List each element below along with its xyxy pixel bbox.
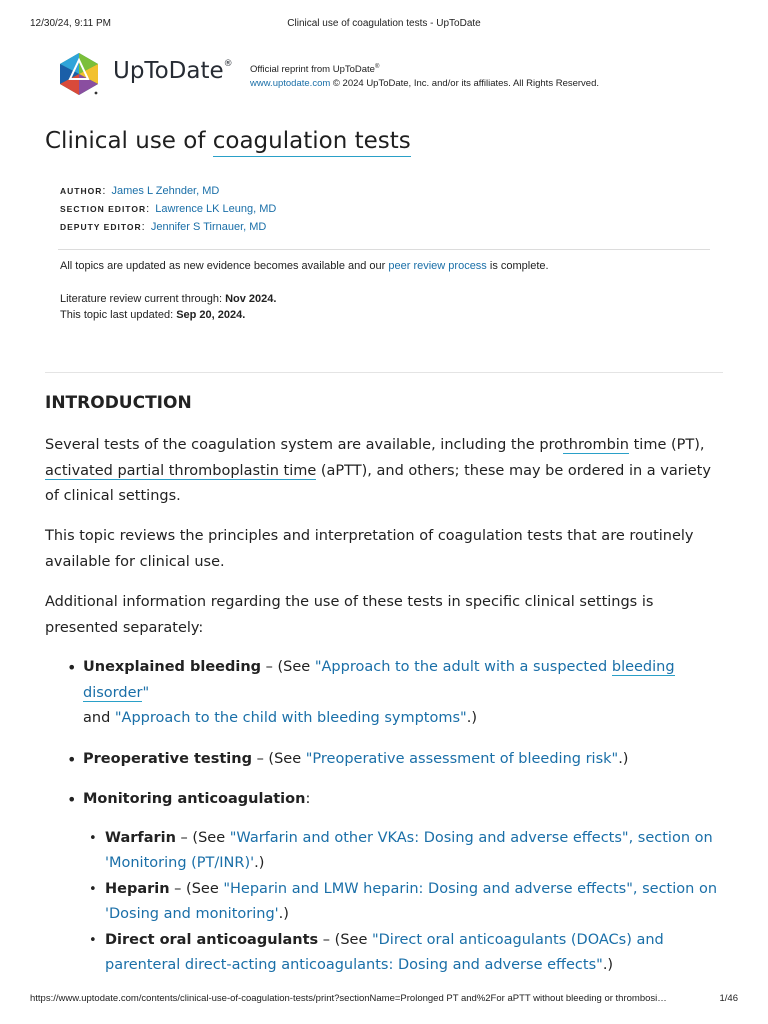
reprint-notice: Official reprint from UpToDate® www.uptodate.com © 2024 UpToDate, Inc. and/or its affiliates. All Rights Reserved. bbox=[250, 64, 600, 90]
intro-paragraph-3: Additional information regarding the use of these tests in specific clinical settings is presented separately: bbox=[45, 594, 654, 636]
divider bbox=[45, 372, 723, 373]
intro-paragraph-2: This topic reviews the principles and interpretation of coagulation tests that are routinely available for clinical use. bbox=[45, 528, 694, 570]
brand-bar bbox=[58, 52, 658, 96]
heparin-dosing-link[interactable]: "Heparin and LMW heparin: Dosing and adverse effects", section on 'Dosing and monitoring' bbox=[105, 880, 718, 922]
thrombin-link[interactable]: thrombin bbox=[563, 437, 629, 453]
uptodate-site-link[interactable]: www.uptodate.com bbox=[250, 78, 331, 90]
deputy-editor-role-label: DEPUTY EDITOR bbox=[60, 222, 142, 232]
preoperative-bleeding-risk-link[interactable]: "Preoperative assessment of bleeding risk" bbox=[305, 750, 619, 767]
print-datetime: 12/30/24, 9:11 PM bbox=[30, 18, 111, 29]
page-title: Clinical use of coagulation tests bbox=[45, 128, 411, 154]
print-url: https://www.uptodate.com/contents/clinical-use-of-coagulation-tests/print?sectionName=Prolonged PT and%2For aPTT without bleeding or thrombosi… bbox=[30, 993, 667, 1004]
divider bbox=[58, 249, 710, 250]
list-item: • Unexplained bleeding – (See "Approach to the adult with a suspected bleeding disorder" and "Approach to the child with bleeding symptoms".) bbox=[67, 655, 727, 732]
adult-bleeding-disorder-link[interactable]: "Approach to the adult with a suspected bleeding disorder" bbox=[83, 659, 675, 701]
clinical-settings-list bbox=[67, 655, 727, 994]
page-number: 1/46 bbox=[719, 993, 738, 1004]
intro-paragraph-1: Several tests of the coagulation system are available, including the prothrombin time (PT), activated partial thromboplastin time (aPTT), and others; these may be ordered in a variety of clinical settings. bbox=[45, 437, 711, 504]
section-editor-name-link[interactable]: Lawrence LK Leung, MD bbox=[155, 203, 277, 215]
logo-wordmark: UpToDate® bbox=[113, 58, 233, 84]
list-item: • Monitoring anticoagulation: • Warfarin – (See "Warfarin and other VKAs: Dosing and adverse effects", section on 'Monitoring (PT/INR)'.) • Heparin – (See "Heparin and LMW heparin: Dosing and adverse effects", section on 'Dosing and monitoring'.) • Direct oral anticoagulants – (See "Direct oral anticoagulants (DOACs) and parenteral direct-acting anticoagulants: Dosing and adverse effects".) bbox=[67, 787, 727, 979]
list-item: • Direct oral anticoagulants – (See "Direct oral anticoagulants (DOACs) and parenteral direct-acting anticoagulants: Dosing and adverse effects".) bbox=[89, 928, 727, 979]
update-notice: All topics are updated as new evidence becomes available and our peer review process is complete. bbox=[60, 260, 549, 272]
section-editor-role-label: SECTION EDITOR bbox=[60, 204, 147, 214]
warfarin-monitoring-link[interactable]: "Warfarin and other VKAs: Dosing and adverse effects", section on 'Monitoring (PT/INR)' bbox=[105, 829, 713, 871]
author-role-label: AUTHOR bbox=[60, 186, 103, 196]
peer-review-link[interactable]: peer review process bbox=[388, 260, 487, 272]
deputy-editor-name-link[interactable]: Jennifer S Tirnauer, MD bbox=[150, 221, 267, 233]
title-link[interactable]: coagulation tests bbox=[213, 128, 411, 157]
list-item: • Heparin – (See "Heparin and LMW heparin: Dosing and adverse effects", section on 'Dosing and monitoring'.) bbox=[89, 877, 727, 928]
author-credits: AUTHOR: James L Zehnder, MD SECTION EDITOR: Lawrence LK Leung, MD DEPUTY EDITOR: Jennifer S Tirnauer, MD bbox=[60, 185, 277, 233]
list-item: • Warfarin – (See "Warfarin and other VKAs: Dosing and adverse effects", section on 'Monitoring (PT/INR)'.) bbox=[89, 826, 727, 877]
list-item: • Preoperative testing – (See "Preoperative assessment of bleeding risk".) bbox=[67, 747, 727, 773]
print-doc-title: Clinical use of coagulation tests - UpToDate bbox=[287, 18, 481, 29]
uptodate-logo-icon bbox=[58, 52, 100, 96]
anticoagulation-sublist bbox=[89, 826, 727, 979]
aptt-link[interactable]: activated partial thromboplastin time bbox=[45, 462, 317, 479]
doac-dosing-link[interactable]: "Direct oral anticoagulants (DOACs) and parenteral direct-acting anticoagulants: Dosing and adverse effects" bbox=[105, 931, 664, 973]
child-bleeding-symptoms-link[interactable]: "Approach to the child with bleeding symptoms" bbox=[114, 710, 467, 726]
author-name-link[interactable]: James L Zehnder, MD bbox=[111, 185, 220, 197]
review-dates: Literature review current through: Nov 2024. This topic last updated: Sep 20, 2024. bbox=[60, 293, 277, 321]
section-heading-introduction: INTRODUCTION bbox=[45, 393, 192, 413]
